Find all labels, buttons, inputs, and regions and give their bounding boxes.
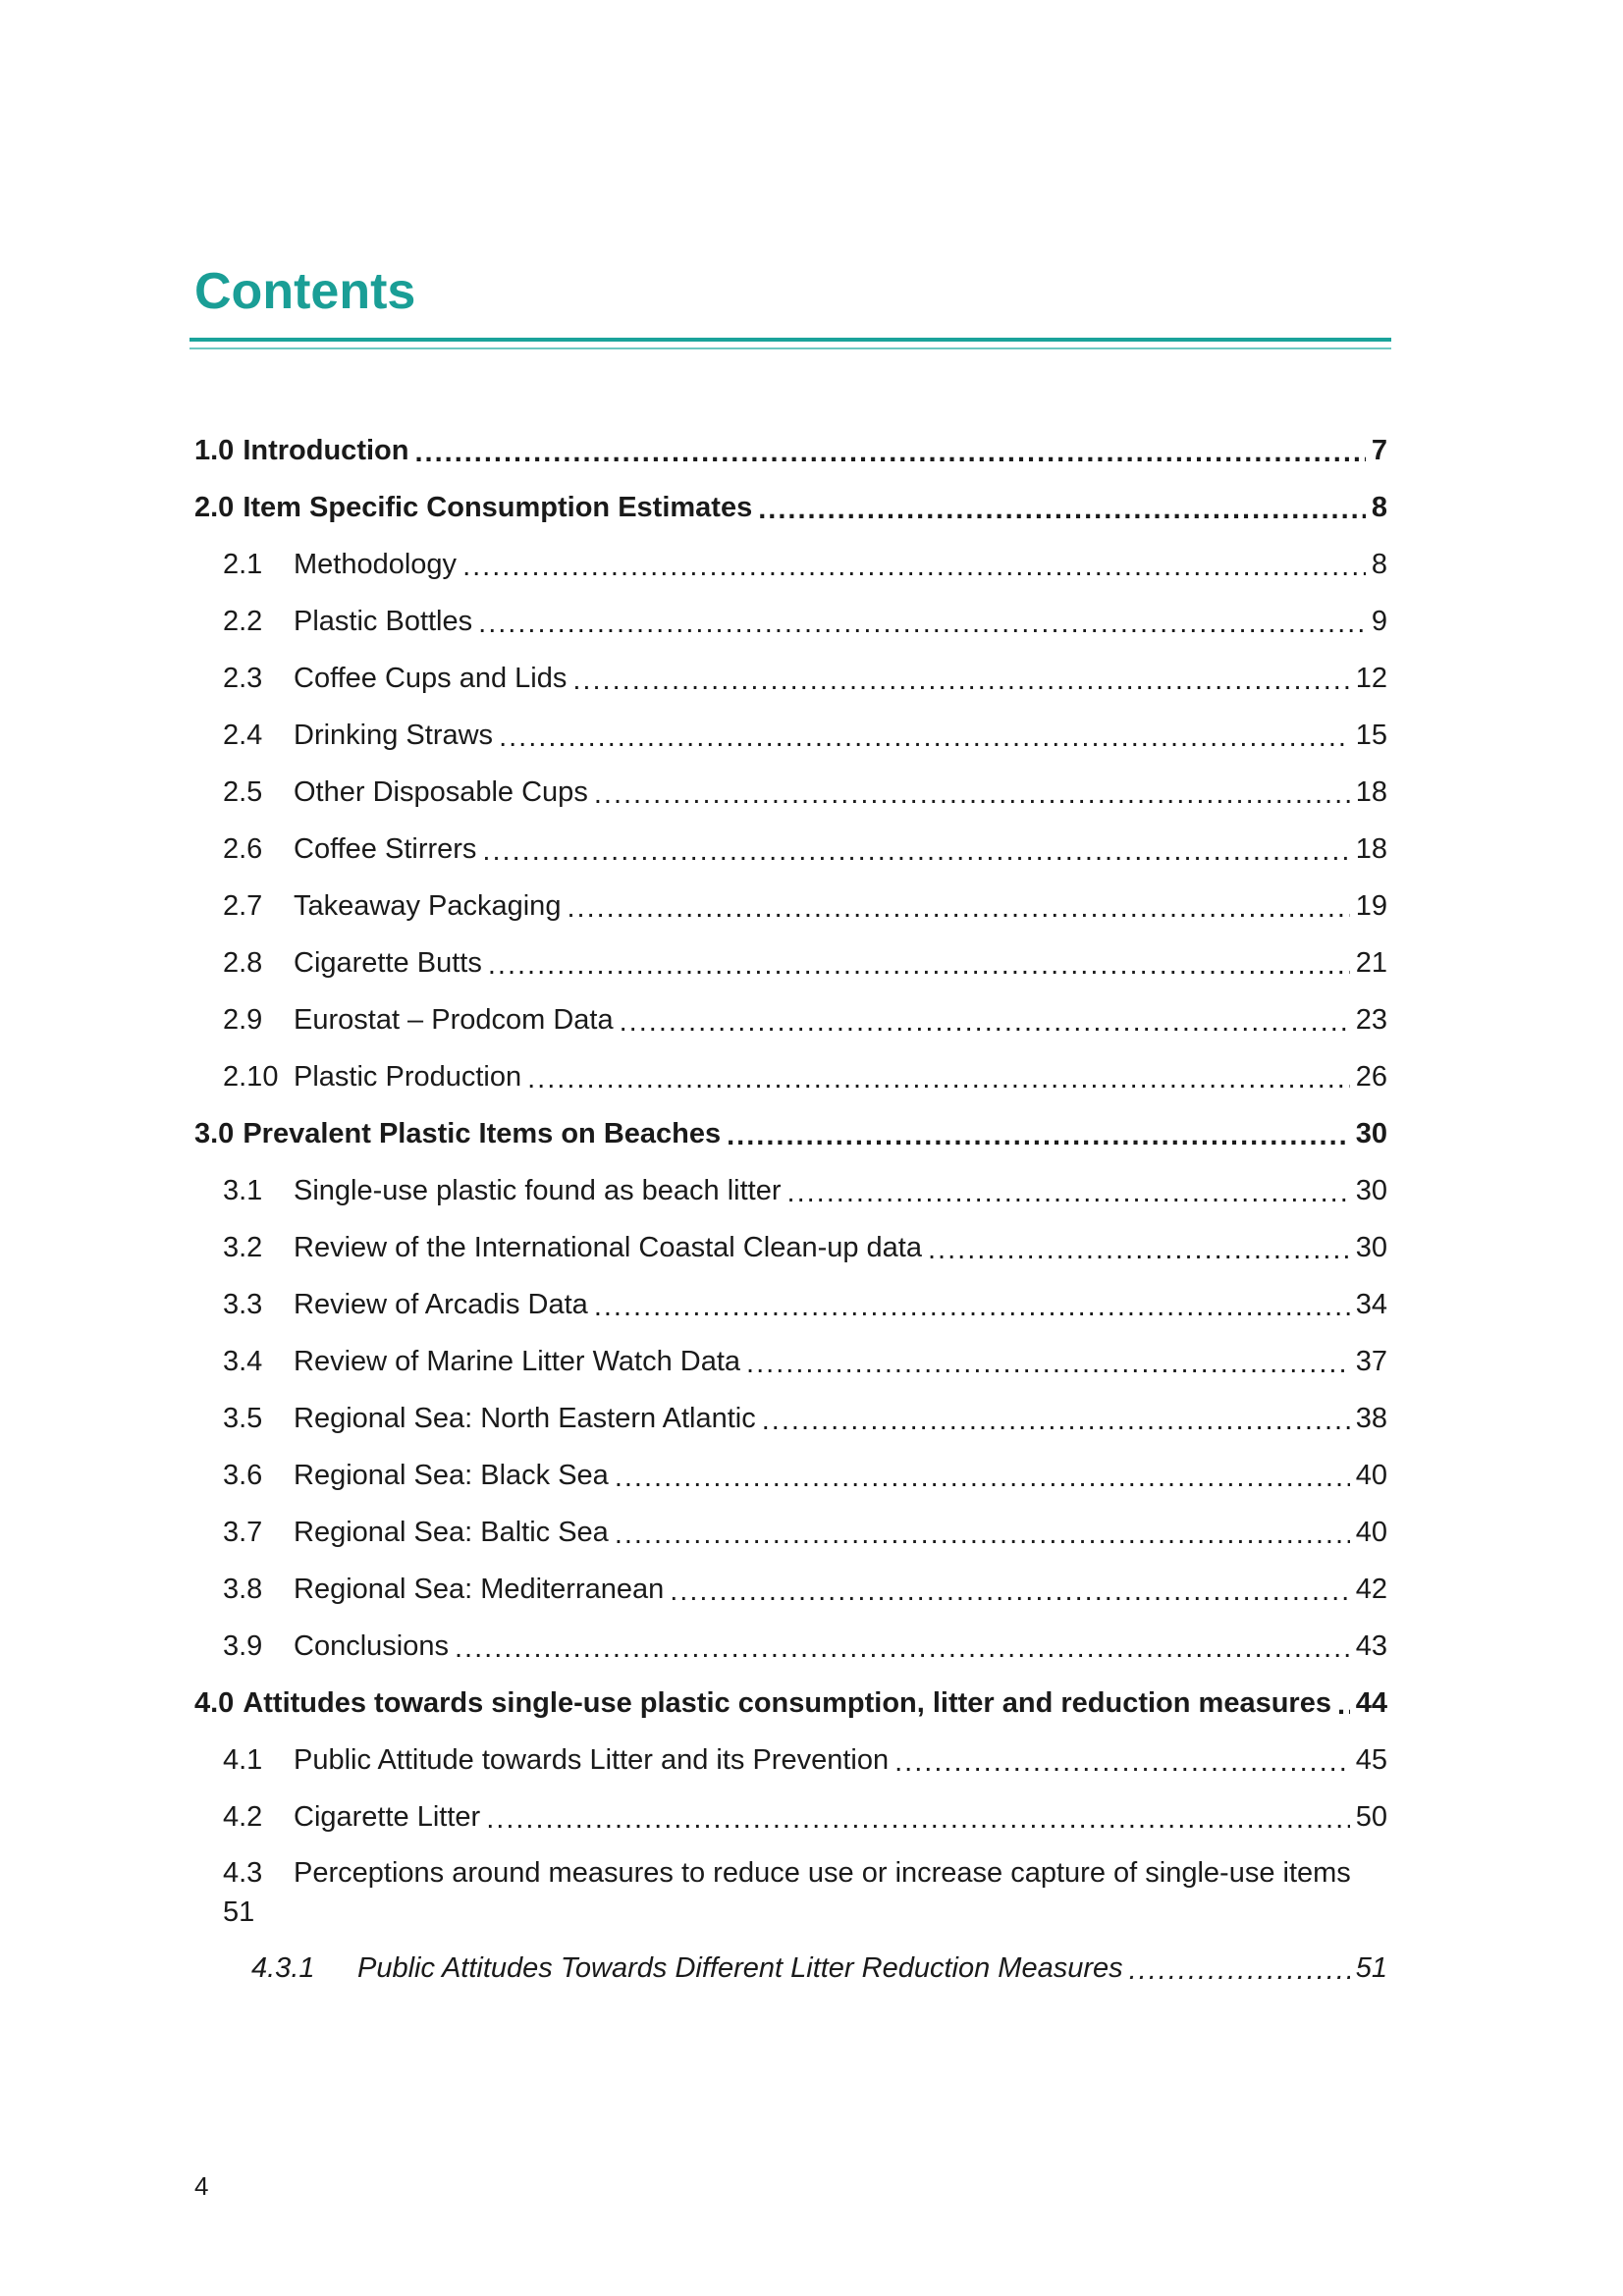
- toc-entry-number: 3.2: [223, 1231, 263, 1263]
- toc-entry-label: Introduction: [243, 434, 409, 466]
- toc-entry-number: 3.8: [223, 1573, 263, 1605]
- table-of-contents: [194, 422, 1387, 1997]
- toc-entry-label: Cigarette Litter: [294, 1800, 481, 1833]
- toc-dot-leader: [727, 1122, 1350, 1150]
- toc-entry-page: 7: [1371, 434, 1387, 466]
- toc-entry[interactable]: [194, 479, 1387, 536]
- toc-entry[interactable]: [194, 1390, 1387, 1447]
- title-rule-thick: [189, 338, 1391, 342]
- toc-dot-leader: [762, 1407, 1350, 1435]
- toc-entry-label: Single-use plastic found as beach litter: [294, 1174, 782, 1206]
- toc-entry[interactable]: [194, 1789, 1387, 1845]
- toc-dot-leader: [1337, 1691, 1350, 1720]
- toc-entry-page: 42: [1355, 1573, 1387, 1605]
- toc-dot-leader: [482, 837, 1349, 866]
- toc-entry-label: Coffee Cups and Lids: [294, 662, 568, 694]
- toc-entry[interactable]: [194, 1162, 1387, 1219]
- toc-entry-page: 30: [1355, 1231, 1387, 1263]
- toc-dot-leader: [527, 1065, 1350, 1094]
- toc-entry-label: Attitudes towards single-use plastic consumption, litter and reduction measures: [243, 1686, 1331, 1719]
- toc-entry-number: 4.1: [223, 1743, 263, 1776]
- toc-entry-number: 4.2: [223, 1800, 263, 1833]
- toc-entry-number: 3.9: [223, 1629, 263, 1662]
- toc-entry-label: Eurostat – Prodcom Data: [294, 1003, 614, 1036]
- toc-entry-page: 18: [1355, 832, 1387, 865]
- toc-entry-label: Public Attitude towards Litter and its Prevention: [294, 1743, 890, 1776]
- toc-dot-leader: [499, 723, 1350, 752]
- toc-dot-leader: [1129, 1956, 1350, 1985]
- toc-dot-leader: [594, 1293, 1350, 1321]
- toc-entry-label: Conclusions: [294, 1629, 449, 1662]
- toc-dot-leader: [620, 1008, 1350, 1037]
- toc-entry[interactable]: [194, 1219, 1387, 1276]
- page-title: Contents: [194, 263, 416, 320]
- toc-entry-page: 40: [1355, 1516, 1387, 1548]
- toc-entry-label: Drinking Straws: [294, 719, 494, 751]
- toc-entry-number: 2.6: [223, 832, 263, 865]
- toc-entry-number: 2.7: [223, 889, 263, 922]
- toc-entry-label: Other Disposable Cups: [294, 775, 588, 808]
- toc-dot-leader: [486, 1805, 1350, 1834]
- toc-entry[interactable]: [194, 536, 1387, 593]
- toc-dot-leader: [787, 1179, 1350, 1207]
- toc-entry[interactable]: [194, 821, 1387, 878]
- toc-entry[interactable]: [194, 1504, 1387, 1561]
- toc-entry-number: 2.2: [223, 605, 263, 637]
- toc-entry[interactable]: [194, 707, 1387, 764]
- toc-entry-page: 9: [1371, 605, 1387, 637]
- toc-dot-leader: [758, 496, 1366, 524]
- toc-entry-label: Review of Arcadis Data: [294, 1288, 588, 1320]
- toc-dot-leader: [567, 894, 1349, 923]
- toc-dot-leader: [414, 439, 1365, 467]
- toc-entry-page: 40: [1355, 1459, 1387, 1491]
- toc-entry-label: Regional Sea: North Eastern Atlantic: [294, 1402, 756, 1434]
- toc-entry-number: 3.7: [223, 1516, 263, 1548]
- toc-entry-page: 30: [1355, 1117, 1387, 1149]
- toc-entry[interactable]: [194, 422, 1387, 479]
- toc-dot-leader: [894, 1748, 1350, 1777]
- toc-dot-leader: [455, 1634, 1350, 1663]
- title-rule-thin: [189, 347, 1391, 349]
- toc-dot-leader: [746, 1350, 1350, 1378]
- toc-entry-page: 51: [1355, 1951, 1387, 1984]
- toc-entry-page: 19: [1355, 889, 1387, 922]
- toc-entry-number: 1.0: [194, 434, 235, 466]
- toc-entry-number: 2.0: [194, 491, 235, 523]
- toc-entry[interactable]: [194, 878, 1387, 934]
- toc-entry-number: 3.1: [223, 1174, 263, 1206]
- toc-entry-number: 2.5: [223, 775, 263, 808]
- toc-entry[interactable]: [194, 1675, 1387, 1732]
- toc-dot-leader: [478, 610, 1366, 638]
- toc-entry-label: Takeaway Packaging: [294, 889, 562, 922]
- toc-entry-label: Coffee Stirrers: [294, 832, 477, 865]
- toc-entry-page: 34: [1355, 1288, 1387, 1320]
- toc-entry-page: 30: [1355, 1174, 1387, 1206]
- toc-entry-label: Cigarette Butts: [294, 946, 482, 979]
- toc-entry-number: 3.5: [223, 1402, 263, 1434]
- toc-entry-label: Regional Sea: Baltic Sea: [294, 1516, 609, 1548]
- toc-dot-leader: [615, 1464, 1350, 1492]
- toc-dot-leader: [488, 951, 1350, 980]
- toc-entry-label: Review of the International Coastal Clean-up data: [294, 1231, 922, 1263]
- toc-entry-number: 4.3: [223, 1857, 263, 1889]
- toc-entry[interactable]: [194, 1105, 1387, 1162]
- toc-entry-page: 37: [1355, 1345, 1387, 1377]
- toc-entry-number: 2.8: [223, 946, 263, 979]
- toc-entry[interactable]: [194, 1845, 1387, 1940]
- toc-entry-number: 2.9: [223, 1003, 263, 1036]
- toc-entry[interactable]: [194, 764, 1387, 821]
- toc-entry-number: 2.3: [223, 662, 263, 694]
- toc-entry-label: Plastic Production: [294, 1060, 522, 1093]
- toc-dot-leader: [615, 1521, 1350, 1549]
- toc-entry-label: Item Specific Consumption Estimates: [243, 491, 753, 523]
- toc-entry-page: 44: [1355, 1686, 1387, 1719]
- toc-entry-number: 3.6: [223, 1459, 263, 1491]
- toc-entry-label: Perceptions around measures to reduce use or increase capture of single-use items 51: [223, 1857, 1351, 1928]
- toc-entry-page: 21: [1355, 946, 1387, 979]
- toc-entry[interactable]: [194, 1048, 1387, 1105]
- toc-entry-page: 8: [1371, 491, 1387, 523]
- toc-entry[interactable]: [194, 593, 1387, 650]
- toc-entry[interactable]: [194, 1447, 1387, 1504]
- toc-entry-page: 50: [1355, 1800, 1387, 1833]
- toc-entry-label: Review of Marine Litter Watch Data: [294, 1345, 741, 1377]
- page-number: 4: [194, 2171, 209, 2201]
- toc-entry-page: 23: [1355, 1003, 1387, 1036]
- toc-entry-label: Plastic Bottles: [294, 605, 473, 637]
- toc-entry[interactable]: [194, 1732, 1387, 1789]
- toc-entry-number: 3.0: [194, 1117, 235, 1149]
- toc-entry-label: Prevalent Plastic Items on Beaches: [243, 1117, 722, 1149]
- toc-dot-leader: [572, 667, 1349, 695]
- toc-entry-number: 3.4: [223, 1345, 263, 1377]
- toc-entry-number: 2.1: [223, 548, 263, 580]
- toc-entry[interactable]: [194, 991, 1387, 1048]
- toc-entry-number: 2.10: [223, 1060, 279, 1093]
- toc-entry-page: 43: [1355, 1629, 1387, 1662]
- toc-entry[interactable]: [194, 1561, 1387, 1618]
- toc-dot-leader: [594, 780, 1350, 809]
- toc-entry-label: Public Attitudes Towards Different Litter Reduction Measures: [357, 1951, 1123, 1984]
- toc-entry-label: Methodology: [294, 548, 458, 580]
- toc-entry-page: 26: [1355, 1060, 1387, 1093]
- toc-entry-page: 8: [1371, 548, 1387, 580]
- toc-entry-number: 4.0: [194, 1686, 235, 1719]
- toc-entry-page: 18: [1355, 775, 1387, 808]
- toc-entry-page: 12: [1355, 662, 1387, 694]
- toc-entry[interactable]: [194, 934, 1387, 991]
- toc-entry[interactable]: [194, 1940, 1387, 1997]
- toc-entry-number: 2.4: [223, 719, 263, 751]
- toc-entry-page: 45: [1355, 1743, 1387, 1776]
- toc-entry[interactable]: [194, 1276, 1387, 1333]
- toc-entry-page: 15: [1355, 719, 1387, 751]
- toc-entry-page: 38: [1355, 1402, 1387, 1434]
- toc-dot-leader: [928, 1236, 1350, 1264]
- toc-entry-label: Regional Sea: Black Sea: [294, 1459, 609, 1491]
- toc-entry-number: 4.3.1: [251, 1951, 315, 1984]
- toc-dot-leader: [462, 553, 1366, 581]
- toc-entry-label: Regional Sea: Mediterranean: [294, 1573, 665, 1605]
- toc-entry[interactable]: [194, 1333, 1387, 1390]
- toc-entry-number: 3.3: [223, 1288, 263, 1320]
- toc-entry[interactable]: [194, 650, 1387, 707]
- toc-dot-leader: [670, 1577, 1349, 1606]
- toc-entry[interactable]: [194, 1618, 1387, 1675]
